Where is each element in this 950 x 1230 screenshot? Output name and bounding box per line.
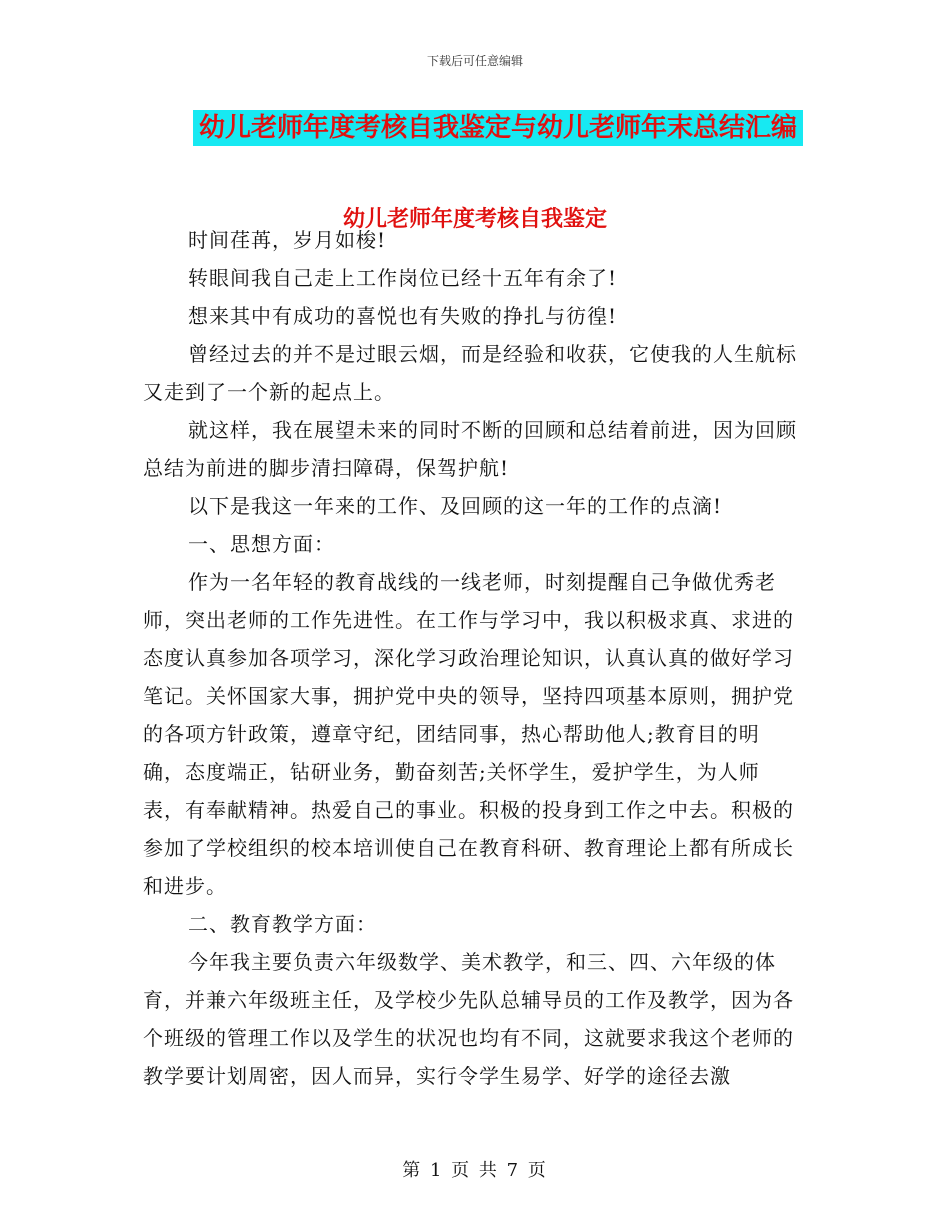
paragraph: 想来其中有成功的喜悦也有失败的挣扎与彷徨! (188, 304, 618, 328)
document-title: 幼儿老师年度考核自我鉴定与幼儿老师年末总结汇编 (198, 113, 797, 143)
paragraph: 时间荏苒，岁月如梭! (188, 228, 387, 252)
document-title-highlight (193, 110, 803, 146)
paragraph: 今年我主要负责六年级数学、美术教学，和三、四、六年级的体育，并兼六年级班主任，及学校少先队总辅导员的工作及教学，因为各个班级的管理工作以及学生的状况也均有不同，这就要求我这个老师的教学要计划周密，因人而异，实行令学生易学、好学的途径去激 (143, 950, 794, 1088)
paragraph: 作为一名年轻的教育战线的一线老师，时刻提醒自己争做优秀老师，突出老师的工作先进性。在工作与学习中，我以积极求真、求进的态度认真参加各项学习，深化学习政治理论知识，认真认真的做好学习笔记。关怀国家大事，拥护党中央的领导，坚持四项基本原则，拥护党的各项方针政策，遵章守纪，团结同事，热心帮助他人;教育目的明确，态度端正，钻研业务，勤奋刻苦;关怀学生，爱护学生，为人师表，有奉献精神。热爱自己的事业。积极的投身到工作之中去。积极的参加了学校组织的校本培训使自己在教育科研、教育理论上都有所成长和进步。 (143, 570, 794, 898)
section-title: 幼儿老师年度考核自我鉴定 (342, 207, 607, 232)
header-note: 下载后可任意编辑 (426, 54, 523, 68)
paragraph: 以下是我这一年来的工作、及回顾的这一年的工作的点滴! (188, 494, 723, 518)
page-footer: 第 1 页 共 7 页 (402, 1160, 548, 1181)
heading-thought: 一、思想方面： (188, 532, 335, 556)
paragraph: 就这样，我在展望未来的同时不断的回顾和总结着前进，因为回顾总结为前进的脚步清扫障碍，保驾护航! (143, 418, 797, 480)
heading-teaching: 二、教育教学方面： (188, 912, 377, 936)
paragraph: 曾经过去的并不是过眼云烟，而是经验和收获，它使我的人生航标又走到了一个新的起点上。 (143, 342, 797, 404)
body-text (143, 221, 798, 1095)
paragraph: 转眼间我自己走上工作岗位已经十五年有余了! (188, 266, 618, 290)
